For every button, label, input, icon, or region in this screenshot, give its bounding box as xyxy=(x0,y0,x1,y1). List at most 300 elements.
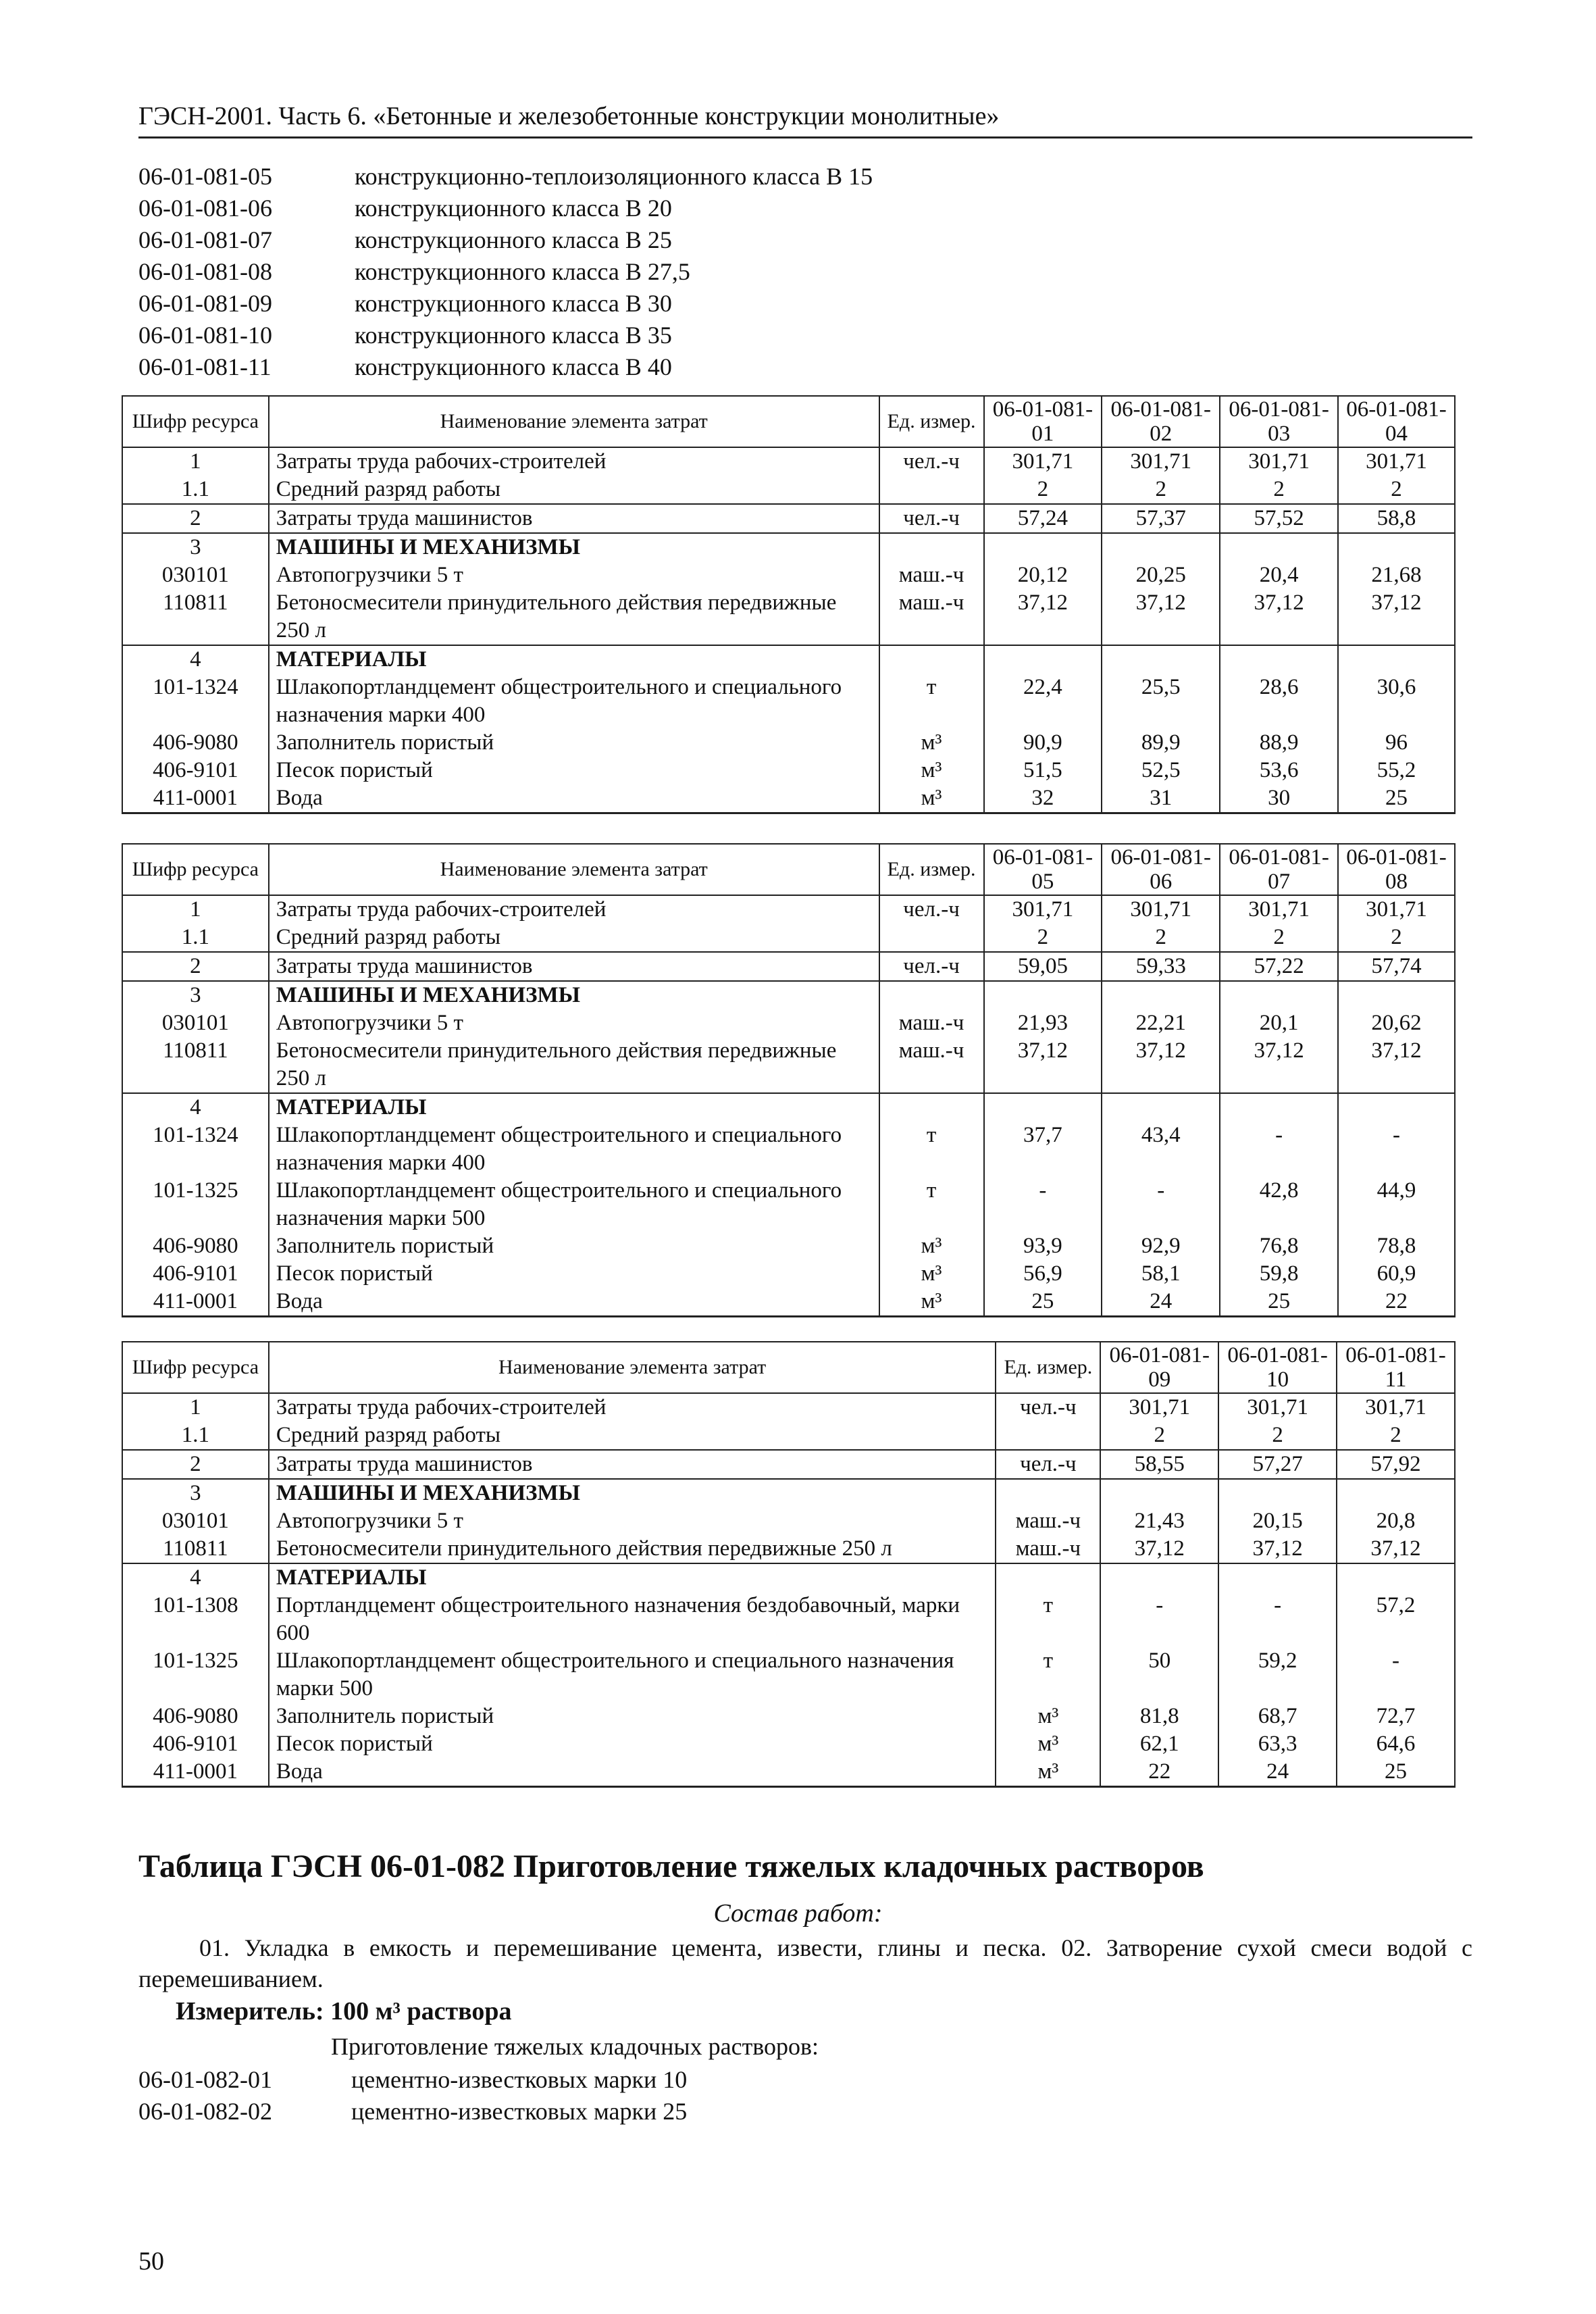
code-list-item xyxy=(138,2064,687,2096)
row-value: 30,6 xyxy=(1338,674,1455,729)
row-unit: м³ xyxy=(996,1730,1100,1758)
row-shifr: 101-1324 xyxy=(122,1122,269,1177)
row-shifr: 4 xyxy=(122,645,269,674)
row-value: 22,4 xyxy=(984,674,1102,729)
table-row xyxy=(122,674,1455,729)
row-name: МАШИНЫ И МЕХАНИЗМЫ xyxy=(269,533,879,561)
row-value: 301,71 xyxy=(1338,447,1455,476)
row-unit xyxy=(996,1563,1100,1592)
row-value: 59,33 xyxy=(1102,952,1220,981)
table-row xyxy=(122,645,1455,674)
table-row xyxy=(122,895,1455,924)
header-shifr: Шифр ресурса xyxy=(122,396,269,447)
row-value xyxy=(1100,1563,1218,1592)
row-value: 22 xyxy=(1338,1288,1455,1317)
row-name: Затраты труда рабочих-строителей xyxy=(269,1393,996,1422)
row-unit xyxy=(879,981,984,1009)
row-name: МАШИНЫ И МЕХАНИЗМЫ xyxy=(269,981,879,1009)
row-value: 21,43 xyxy=(1100,1507,1218,1535)
row-value: 57,52 xyxy=(1220,504,1338,533)
row-unit: т xyxy=(879,1122,984,1177)
row-value: 25,5 xyxy=(1102,674,1220,729)
row-value: 2 xyxy=(1102,476,1220,504)
row-name: Бетоносмесители принудительного действия передвижные 250 л xyxy=(269,589,879,645)
row-name: Бетоносмесители принудительного действия передвижные 250 л xyxy=(269,1535,996,1563)
row-value: 72,7 xyxy=(1337,1703,1455,1730)
page-header: ГЭСН-2001. Часть 6. «Бетонные и железобетонные конструкции монолитные» xyxy=(138,101,1472,139)
row-value: 20,12 xyxy=(984,561,1102,589)
row-value: 37,12 xyxy=(1220,1037,1338,1093)
header-col: 06-01-081-03 xyxy=(1220,396,1338,447)
row-value: 2 xyxy=(1337,1422,1455,1450)
table-row xyxy=(122,1232,1455,1260)
row-value: 25 xyxy=(984,1288,1102,1317)
row-name: МАШИНЫ И МЕХАНИЗМЫ xyxy=(269,1479,996,1507)
code-desc: конструкционного класса В 35 xyxy=(355,322,672,349)
row-value xyxy=(1220,1093,1338,1122)
row-value: 21,93 xyxy=(984,1009,1102,1037)
header-col: 06-01-081-10 xyxy=(1218,1342,1337,1393)
row-value: 56,9 xyxy=(984,1260,1102,1288)
table-header-row xyxy=(122,396,1455,447)
table-row xyxy=(122,981,1455,1009)
row-value: 51,5 xyxy=(984,757,1102,784)
row-value: 30 xyxy=(1220,784,1338,813)
row-value: 55,2 xyxy=(1338,757,1455,784)
code-list-item xyxy=(138,193,1472,224)
row-value: - xyxy=(1102,1177,1220,1232)
row-value: 2 xyxy=(1220,924,1338,952)
code-desc: конструкционного класса В 30 xyxy=(355,290,672,317)
row-unit: т xyxy=(879,1177,984,1232)
row-unit: м³ xyxy=(879,1232,984,1260)
row-name: Портландцемент общестроительного назначения бездобавочный, марки 600 xyxy=(269,1592,996,1647)
row-value: 42,8 xyxy=(1220,1177,1338,1232)
code: 06-01-081-09 xyxy=(138,290,272,317)
row-name: Затраты труда машинистов xyxy=(269,1450,996,1479)
row-value: 53,6 xyxy=(1220,757,1338,784)
row-name: Затраты труда машинистов xyxy=(269,952,879,981)
code-list-item xyxy=(138,288,1472,320)
row-value: 22,21 xyxy=(1102,1009,1220,1037)
row-value xyxy=(1218,1479,1337,1507)
row-value: 37,12 xyxy=(1337,1535,1455,1563)
page-number: 50 xyxy=(138,2247,164,2275)
row-unit xyxy=(879,924,984,952)
prig-text: Приготовление тяжелых кладочных растворов: xyxy=(331,2033,819,2060)
row-name: МАТЕРИАЛЫ xyxy=(269,1563,996,1592)
row-name: Шлакопортландцемент общестроительного и специального назначения марки 400 xyxy=(269,1122,879,1177)
row-value: 22 xyxy=(1100,1758,1218,1787)
table-row xyxy=(122,1422,1455,1450)
row-shifr: 406-9101 xyxy=(122,1260,269,1288)
row-shifr: 3 xyxy=(122,1479,269,1507)
row-name: Автопогрузчики 5 т xyxy=(269,561,879,589)
row-name: Песок пористый xyxy=(269,1260,879,1288)
row-name: Песок пористый xyxy=(269,757,879,784)
table-row xyxy=(122,1730,1455,1758)
row-value: 32 xyxy=(984,784,1102,813)
row-name: Заполнитель пористый xyxy=(269,1703,996,1730)
table-row xyxy=(122,1009,1455,1037)
bottom-code-list xyxy=(138,2064,687,2128)
row-shifr: 1 xyxy=(122,895,269,924)
code-desc: конструкционного класса В 27,5 xyxy=(355,258,690,285)
row-value: 63,3 xyxy=(1218,1730,1337,1758)
table-header-row xyxy=(122,1342,1455,1393)
row-value xyxy=(984,533,1102,561)
table-row xyxy=(122,924,1455,952)
code-list xyxy=(138,161,1472,383)
row-shifr: 1.1 xyxy=(122,1422,269,1450)
row-name: Средний разряд работы xyxy=(269,476,879,504)
row-value: 37,12 xyxy=(1338,1037,1455,1093)
row-shifr: 3 xyxy=(122,533,269,561)
table-row xyxy=(122,952,1455,981)
row-unit: т xyxy=(996,1592,1100,1647)
resource-table-1 xyxy=(122,395,1456,814)
row-unit xyxy=(879,645,984,674)
code: 06-01-081-11 xyxy=(138,353,272,380)
header-unit: Ед. измер. xyxy=(879,844,984,895)
row-value: 21,68 xyxy=(1338,561,1455,589)
row-value: 301,71 xyxy=(1220,895,1338,924)
row-shifr: 1.1 xyxy=(122,924,269,952)
table-row xyxy=(122,1093,1455,1122)
row-name: Средний разряд работы xyxy=(269,924,879,952)
row-value xyxy=(1337,1563,1455,1592)
row-value xyxy=(984,1093,1102,1122)
row-name: Заполнитель пористый xyxy=(269,729,879,757)
sostav-label: Состав работ: xyxy=(713,1899,883,1928)
table-row xyxy=(122,1703,1455,1730)
row-shifr: 101-1308 xyxy=(122,1592,269,1647)
row-shifr: 4 xyxy=(122,1093,269,1122)
row-shifr: 1.1 xyxy=(122,476,269,504)
row-value: 28,6 xyxy=(1220,674,1338,729)
table-row xyxy=(122,476,1455,504)
row-value xyxy=(1102,1093,1220,1122)
row-value: 24 xyxy=(1102,1288,1220,1317)
row-name: Бетоносмесители принудительного действия передвижные 250 л xyxy=(269,1037,879,1093)
row-value: 301,71 xyxy=(1102,895,1220,924)
row-unit: чел.-ч xyxy=(879,895,984,924)
row-value: 20,1 xyxy=(1220,1009,1338,1037)
row-name: Заполнитель пористый xyxy=(269,1232,879,1260)
row-value: 78,8 xyxy=(1338,1232,1455,1260)
row-unit: т xyxy=(996,1647,1100,1703)
section-title: Таблица ГЭСН 06-01-082 Приготовление тяжелых кладочных растворов xyxy=(138,1848,1204,1884)
code-desc: конструкционного класса В 25 xyxy=(355,226,672,253)
row-value xyxy=(1338,533,1455,561)
row-name: МАТЕРИАЛЫ xyxy=(269,1093,879,1122)
row-name: Автопогрузчики 5 т xyxy=(269,1009,879,1037)
row-value: 20,25 xyxy=(1102,561,1220,589)
row-name: Шлакопортландцемент общестроительного и специального назначения марки 500 xyxy=(269,1177,879,1232)
row-shifr: 101-1325 xyxy=(122,1177,269,1232)
row-unit: м³ xyxy=(879,1260,984,1288)
row-value: - xyxy=(1337,1647,1455,1703)
row-shifr: 411-0001 xyxy=(122,784,269,813)
header-col: 06-01-081-04 xyxy=(1338,396,1455,447)
row-unit: маш.-ч xyxy=(879,561,984,589)
table-row xyxy=(122,504,1455,533)
header-name: Наименование элемента затрат xyxy=(269,844,879,895)
row-name: Вода xyxy=(269,784,879,813)
row-value xyxy=(1102,533,1220,561)
row-shifr: 2 xyxy=(122,504,269,533)
code-list-item xyxy=(138,256,1472,288)
row-unit: м³ xyxy=(879,729,984,757)
table-row xyxy=(122,1563,1455,1592)
code: 06-01-082-02 xyxy=(138,2098,272,2125)
row-value: 57,92 xyxy=(1337,1450,1455,1479)
row-value: - xyxy=(1338,1122,1455,1177)
row-shifr: 1 xyxy=(122,1393,269,1422)
table-row xyxy=(122,1288,1455,1317)
row-unit: м³ xyxy=(879,784,984,813)
row-value: 62,1 xyxy=(1100,1730,1218,1758)
row-value xyxy=(1338,981,1455,1009)
row-name: Песок пористый xyxy=(269,1730,996,1758)
row-value: 20,4 xyxy=(1220,561,1338,589)
row-unit: чел.-ч xyxy=(879,952,984,981)
table-header-row xyxy=(122,844,1455,895)
row-unit: чел.-ч xyxy=(879,504,984,533)
row-shifr: 101-1325 xyxy=(122,1647,269,1703)
row-value xyxy=(1102,645,1220,674)
row-value: 301,71 xyxy=(1100,1393,1218,1422)
row-value xyxy=(1220,981,1338,1009)
row-unit: чел.-ч xyxy=(879,447,984,476)
row-value: 2 xyxy=(1338,476,1455,504)
row-name: Вода xyxy=(269,1758,996,1787)
row-value: 59,05 xyxy=(984,952,1102,981)
row-value: 301,71 xyxy=(984,447,1102,476)
row-name: МАТЕРИАЛЫ xyxy=(269,645,879,674)
row-value: 37,12 xyxy=(984,1037,1102,1093)
header-shifr: Шифр ресурса xyxy=(122,844,269,895)
row-value: 37,12 xyxy=(1102,1037,1220,1093)
header-unit: Ед. измер. xyxy=(996,1342,1100,1393)
row-value: 2 xyxy=(1102,924,1220,952)
header-unit: Ед. измер. xyxy=(879,396,984,447)
row-value: 58,8 xyxy=(1338,504,1455,533)
code: 06-01-081-07 xyxy=(138,226,272,253)
code-list-item xyxy=(138,320,1472,351)
row-value: 2 xyxy=(1100,1422,1218,1450)
row-shifr: 406-9101 xyxy=(122,1730,269,1758)
row-value xyxy=(1218,1563,1337,1592)
table-row xyxy=(122,561,1455,589)
row-shifr: 101-1324 xyxy=(122,674,269,729)
row-value: 37,12 xyxy=(1100,1535,1218,1563)
code: 06-01-081-05 xyxy=(138,163,272,190)
header-shifr: Шифр ресурса xyxy=(122,1342,269,1393)
row-value xyxy=(1220,533,1338,561)
row-value: - xyxy=(1218,1592,1337,1647)
row-value xyxy=(984,981,1102,1009)
meter-text: Измеритель: 100 м³ раствора xyxy=(176,1997,512,2026)
row-value xyxy=(984,645,1102,674)
row-value xyxy=(1338,645,1455,674)
header-name: Наименование элемента затрат xyxy=(269,1342,996,1393)
row-value xyxy=(1338,1093,1455,1122)
code-list-item xyxy=(138,161,1472,193)
code-desc: конструкционного класса В 20 xyxy=(355,195,672,222)
row-name: Затраты труда рабочих-строителей xyxy=(269,895,879,924)
table-row xyxy=(122,1177,1455,1232)
row-unit: маш.-ч xyxy=(996,1535,1100,1563)
code: 06-01-081-08 xyxy=(138,258,272,285)
header-col: 06-01-081-05 xyxy=(984,844,1102,895)
header-col: 06-01-081-06 xyxy=(1102,844,1220,895)
code-list-item xyxy=(138,351,1472,383)
row-shifr: 030101 xyxy=(122,1009,269,1037)
row-unit: м³ xyxy=(996,1758,1100,1787)
row-value: 58,55 xyxy=(1100,1450,1218,1479)
row-value: 37,7 xyxy=(984,1122,1102,1177)
row-shifr: 406-9080 xyxy=(122,1232,269,1260)
row-value: 37,12 xyxy=(1102,589,1220,645)
row-value: 57,2 xyxy=(1337,1592,1455,1647)
table-row xyxy=(122,1758,1455,1787)
header-col: 06-01-081-11 xyxy=(1337,1342,1455,1393)
code: 06-01-081-06 xyxy=(138,195,272,222)
row-value: 301,71 xyxy=(1338,895,1455,924)
row-value: 2 xyxy=(1338,924,1455,952)
row-value: 37,12 xyxy=(1338,589,1455,645)
code-desc: цементно-известковых марки 25 xyxy=(351,2098,688,2125)
row-shifr: 406-9101 xyxy=(122,757,269,784)
row-shifr: 110811 xyxy=(122,589,269,645)
row-unit xyxy=(879,476,984,504)
row-unit xyxy=(879,533,984,561)
row-value: 57,27 xyxy=(1218,1450,1337,1479)
row-value: 60,9 xyxy=(1338,1260,1455,1288)
row-value: 57,37 xyxy=(1102,504,1220,533)
row-value: 92,9 xyxy=(1102,1232,1220,1260)
row-value: 81,8 xyxy=(1100,1703,1218,1730)
row-value: 76,8 xyxy=(1220,1232,1338,1260)
row-shifr: 411-0001 xyxy=(122,1758,269,1787)
row-value: 58,1 xyxy=(1102,1260,1220,1288)
row-value: 37,12 xyxy=(1218,1535,1337,1563)
row-value: 57,24 xyxy=(984,504,1102,533)
header-name: Наименование элемента затрат xyxy=(269,396,879,447)
row-name: Шлакопортландцемент общестроительного и специального назначения марки 500 xyxy=(269,1647,996,1703)
row-unit: м³ xyxy=(879,1288,984,1317)
row-value: 31 xyxy=(1102,784,1220,813)
row-value: 89,9 xyxy=(1102,729,1220,757)
row-value: 24 xyxy=(1218,1758,1337,1787)
row-unit xyxy=(996,1479,1100,1507)
row-value: 20,8 xyxy=(1337,1507,1455,1535)
row-value: 59,2 xyxy=(1218,1647,1337,1703)
table-row xyxy=(122,1479,1455,1507)
row-value: 44,9 xyxy=(1338,1177,1455,1232)
row-unit: маш.-ч xyxy=(879,1037,984,1093)
row-unit xyxy=(879,1093,984,1122)
row-shifr: 4 xyxy=(122,1563,269,1592)
table-row xyxy=(122,1122,1455,1177)
row-shifr: 110811 xyxy=(122,1037,269,1093)
row-shifr: 030101 xyxy=(122,1507,269,1535)
row-unit: чел.-ч xyxy=(996,1393,1100,1422)
row-value: 93,9 xyxy=(984,1232,1102,1260)
row-shifr: 110811 xyxy=(122,1535,269,1563)
row-shifr: 3 xyxy=(122,981,269,1009)
row-value xyxy=(1337,1479,1455,1507)
code-desc: цементно-известковых марки 10 xyxy=(351,2066,688,2093)
row-unit: т xyxy=(879,674,984,729)
row-value: 301,71 xyxy=(1337,1393,1455,1422)
code: 06-01-081-10 xyxy=(138,322,272,349)
code-desc: конструкционного класса В 40 xyxy=(355,353,672,380)
row-name: Шлакопортландцемент общестроительного и специального назначения марки 400 xyxy=(269,674,879,729)
resource-table-2 xyxy=(122,843,1456,1317)
row-value: 301,71 xyxy=(1220,447,1338,476)
row-value: 50 xyxy=(1100,1647,1218,1703)
row-value xyxy=(1102,981,1220,1009)
row-unit: маш.-ч xyxy=(996,1507,1100,1535)
row-value: 2 xyxy=(1220,476,1338,504)
row-value: 20,15 xyxy=(1218,1507,1337,1535)
row-name: Затраты труда машинистов xyxy=(269,504,879,533)
row-value: 96 xyxy=(1338,729,1455,757)
row-name: Вода xyxy=(269,1288,879,1317)
row-unit: маш.-ч xyxy=(879,589,984,645)
table-row xyxy=(122,447,1455,476)
row-value: 37,12 xyxy=(984,589,1102,645)
row-value: 25 xyxy=(1220,1288,1338,1317)
row-value: 20,62 xyxy=(1338,1009,1455,1037)
table-row xyxy=(122,1535,1455,1563)
table-row xyxy=(122,589,1455,645)
row-value: 2 xyxy=(984,924,1102,952)
row-shifr: 2 xyxy=(122,1450,269,1479)
row-shifr: 030101 xyxy=(122,561,269,589)
row-unit xyxy=(996,1422,1100,1450)
row-value: 88,9 xyxy=(1220,729,1338,757)
table-row xyxy=(122,729,1455,757)
table-row xyxy=(122,1393,1455,1422)
row-value: 52,5 xyxy=(1102,757,1220,784)
header-col: 06-01-081-09 xyxy=(1100,1342,1218,1393)
row-value: 2 xyxy=(984,476,1102,504)
row-value: 37,12 xyxy=(1220,589,1338,645)
row-value xyxy=(1220,645,1338,674)
table-row xyxy=(122,757,1455,784)
row-value: 59,8 xyxy=(1220,1260,1338,1288)
row-value: - xyxy=(1100,1592,1218,1647)
code-desc: конструкционно-теплоизоляционного класса В 15 xyxy=(355,163,873,190)
code-list-item xyxy=(138,224,1472,256)
code-list-item xyxy=(138,2096,687,2128)
row-shifr: 406-9080 xyxy=(122,1703,269,1730)
row-shifr: 1 xyxy=(122,447,269,476)
row-unit: чел.-ч xyxy=(996,1450,1100,1479)
row-value: 25 xyxy=(1338,784,1455,813)
row-name: Автопогрузчики 5 т xyxy=(269,1507,996,1535)
resource-table-3 xyxy=(122,1341,1456,1788)
code: 06-01-082-01 xyxy=(138,2066,272,2093)
row-name: Средний разряд работы xyxy=(269,1422,996,1450)
works-text: 01. Укладка в емкость и перемешивание цемента, извести, глины и песка. 02. Затворение сухой смеси водой с перемешиванием. xyxy=(138,1934,1472,1992)
row-value: 301,71 xyxy=(1218,1393,1337,1422)
table-row xyxy=(122,1037,1455,1093)
row-value: 43,4 xyxy=(1102,1122,1220,1177)
